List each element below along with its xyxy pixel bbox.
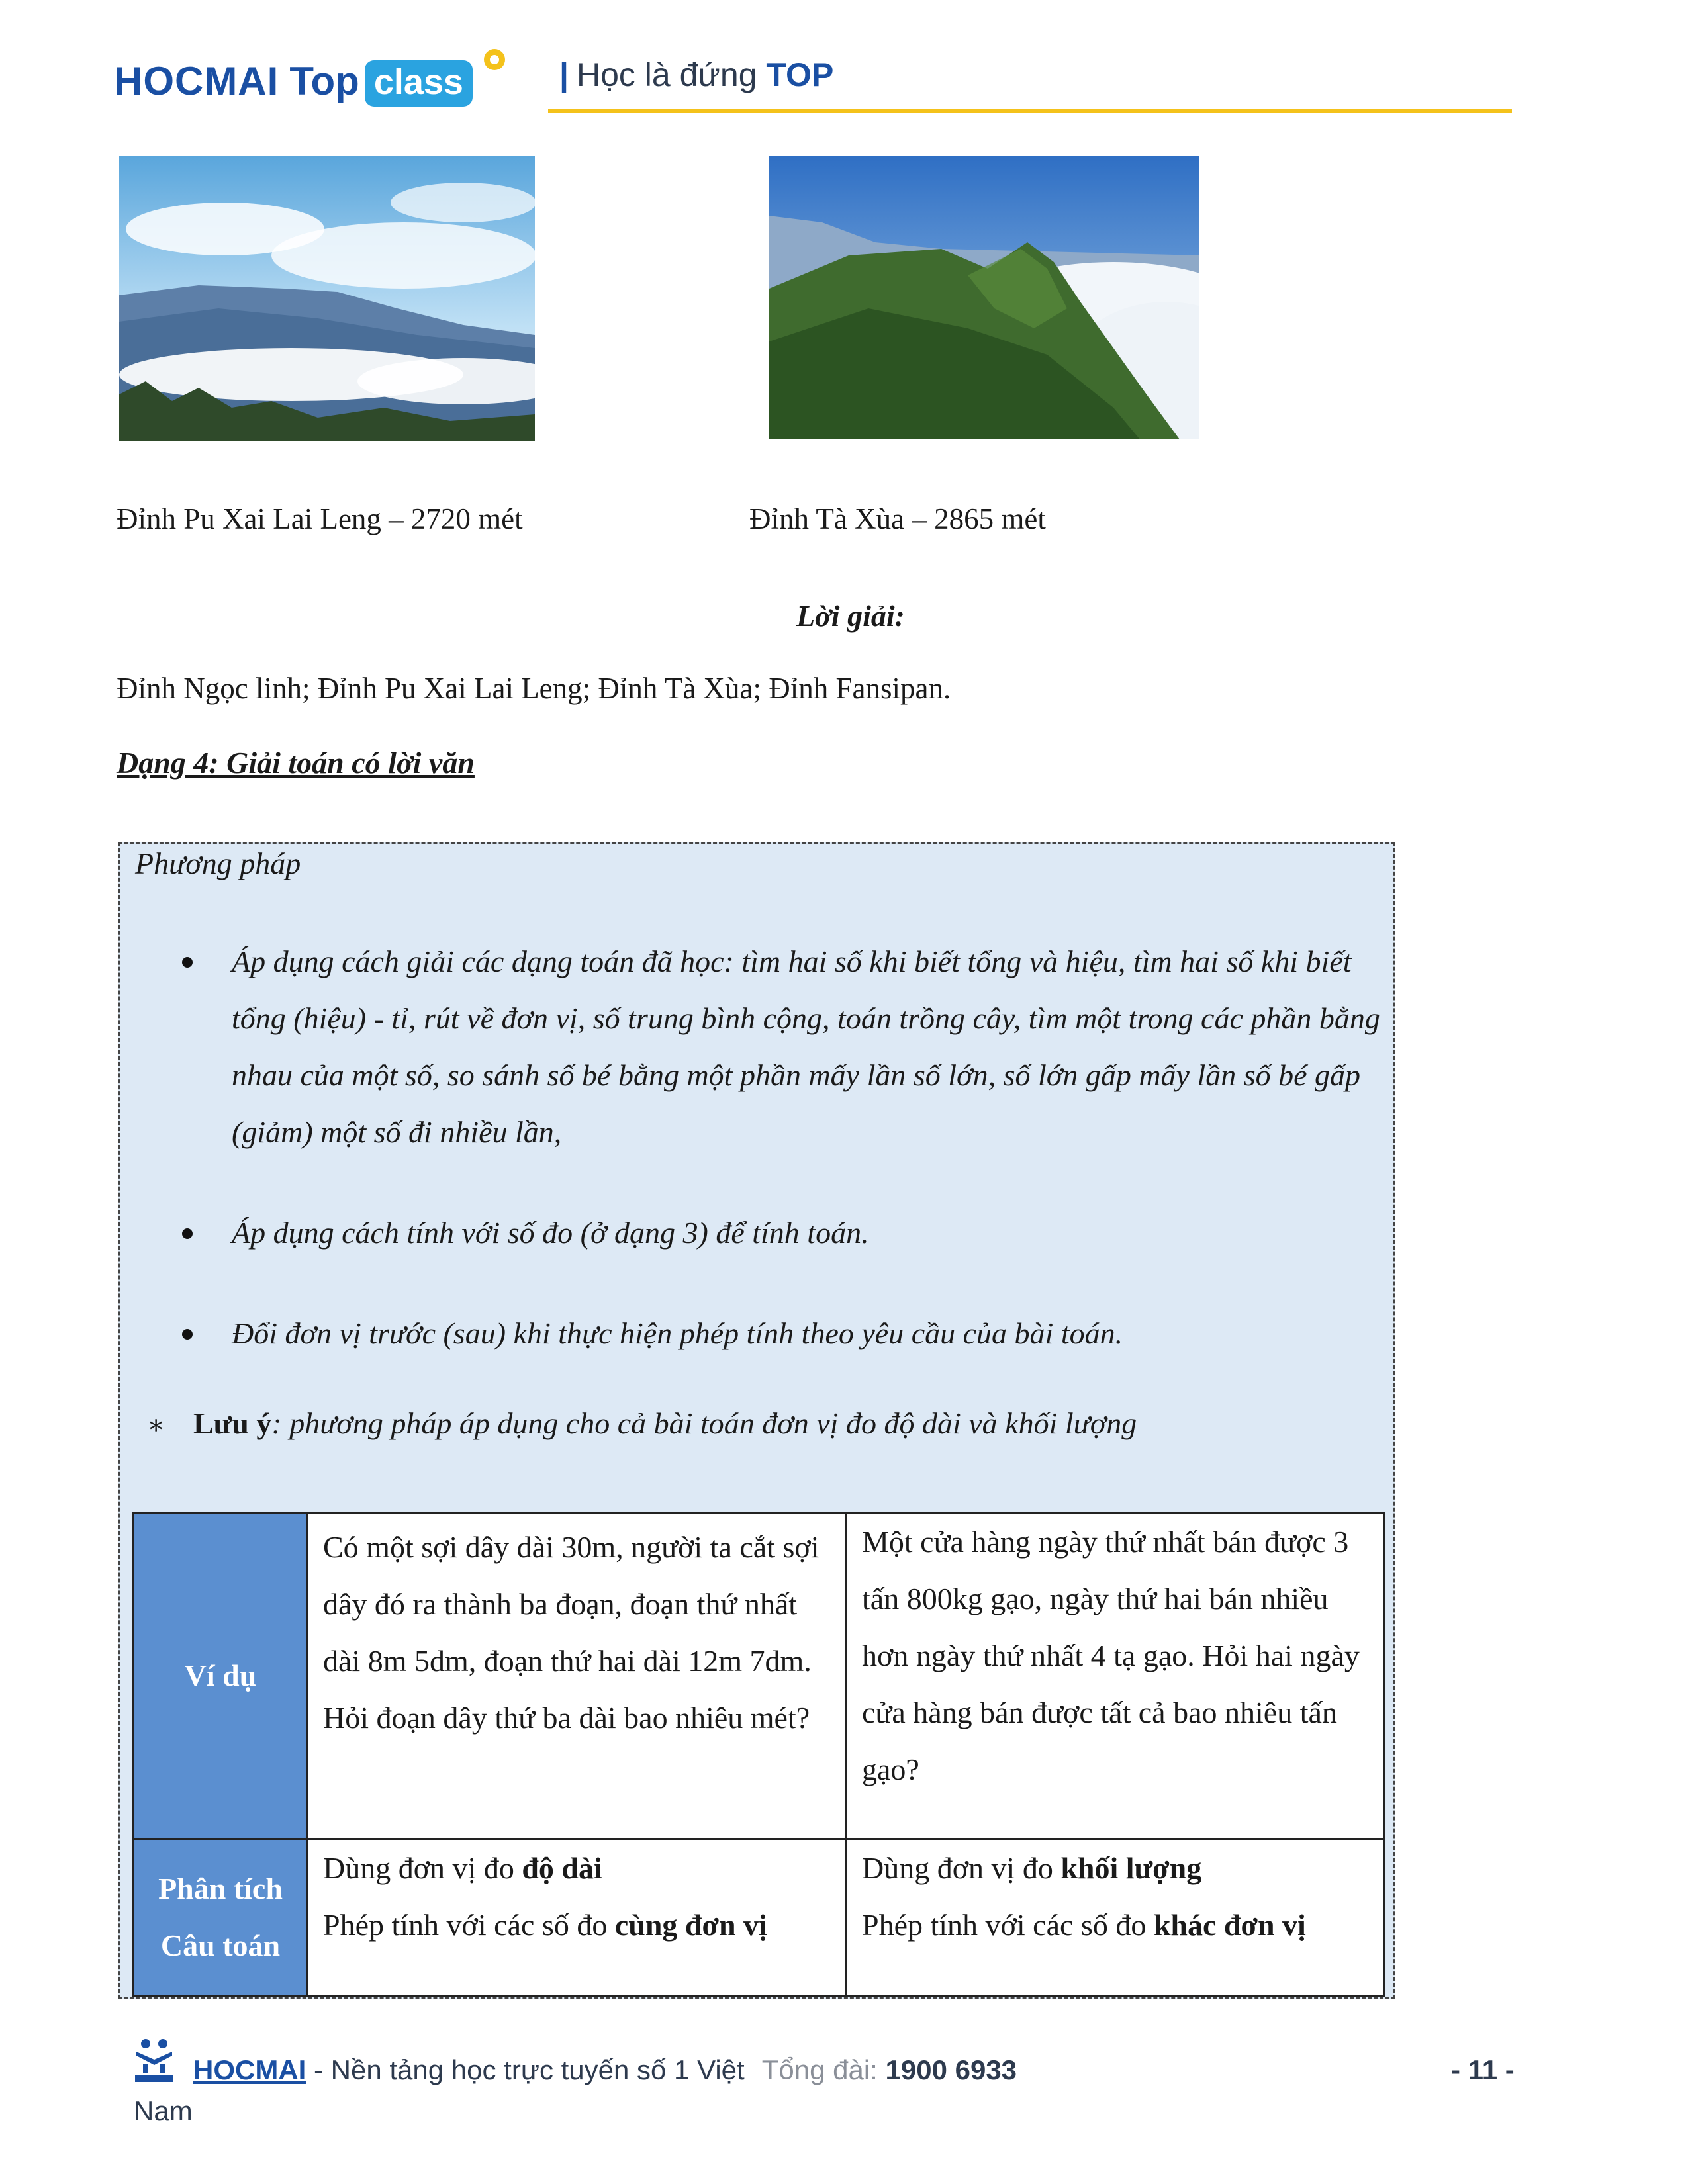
flower-icon	[481, 46, 508, 73]
table-row	[134, 1839, 1385, 1996]
example-table	[132, 1512, 1385, 1997]
solution-title: Lời giải:	[796, 599, 905, 633]
analysis-header-line1: Phân tích	[158, 1872, 283, 1905]
ta-xua-photo	[769, 156, 1199, 439]
table-cell-analysis-1	[308, 1839, 847, 1996]
slogan-text: Học là đứng	[577, 56, 757, 93]
hocmai-topclass-logo	[114, 54, 473, 107]
solution-body: Đỉnh Ngọc linh; Đỉnh Pu Xai Lai Leng; Đỉnh Tà Xùa; Đỉnh Fansipan.	[117, 672, 951, 705]
footer-brand-link[interactable]: HOCMAI	[193, 2054, 306, 2085]
table-cell-example-2	[847, 1513, 1385, 1839]
note-star-icon: ∗	[147, 1410, 165, 1439]
table-cell-example-1	[308, 1513, 847, 1839]
analysis-1-line1-bold: độ dài	[522, 1851, 602, 1885]
footer-nam: Nam	[134, 2095, 193, 2126]
analysis-1-line2-bold: cùng đơn vị	[614, 1908, 767, 1942]
bullet-dot	[182, 1228, 193, 1239]
slogan-bar: |	[559, 56, 569, 93]
method-bullet-3: Đổi đơn vị trước (sau) khi thực hiện phép tính theo yêu cầu của bài toán.	[232, 1316, 1123, 1350]
photo-caption-right: Đỉnh Tà Xùa – 2865 mét	[749, 502, 1046, 535]
analysis-2-line2-bold: khác đơn vị	[1153, 1908, 1306, 1942]
bullet-dot	[182, 957, 193, 968]
bullet-dot	[182, 1329, 193, 1340]
method-title: Phương pháp	[135, 846, 301, 880]
logo-class-text: class	[365, 60, 473, 107]
section-title: Dạng 4: Giải toán có lời văn	[117, 746, 475, 780]
analysis-1-line2: Phép tính với các số đo	[323, 1908, 615, 1942]
example-1-text: Có một sợi dây dài 30m, người ta cắt sợi dây đó ra thành ba đoạn, đoạn thứ nhất dài 8m 5dm, đoạn thứ hai dài 12m 7dm. Hỏi đoạn dây thứ ba dài bao nhiêu mét?	[323, 1530, 820, 1735]
solution-title-wrap	[0, 598, 1688, 633]
method-bullet-2: Áp dụng cách tính với số đo (ở dạng 3) để tính toán.	[232, 1216, 869, 1250]
table-row	[134, 1513, 1385, 1839]
footer-tagline: - Nền tảng học trực tuyến số 1 Việt	[306, 2054, 745, 2085]
slogan	[559, 56, 833, 94]
table-header-analysis	[134, 1839, 308, 1996]
analysis-2-line1: Dùng đơn vị đo	[862, 1851, 1061, 1885]
analysis-1-line1: Dùng đơn vị đo	[323, 1851, 522, 1885]
method-bullet-1: Áp dụng cách giải các dạng toán đã học: tìm hai số khi biết tổng và hiệu, tìm hai số khi biết tổng (hiệu) - tỉ, rút về đơn vị, số trung bình cộng, toán trồng cây, tìm một trong các phần bằng nhau của một số, so sánh số bé bằng một phần mấy lần số lớn, số lớn gấp mấy lần số bé gấp (giảm) một số đi nhiều lần,	[232, 944, 1380, 1149]
note	[147, 1406, 1137, 1441]
table-header-example	[134, 1513, 308, 1839]
slogan-top: TOP	[766, 56, 834, 93]
page-number: - 11 -	[1451, 2054, 1515, 2085]
header-underline	[548, 109, 1512, 113]
logo-top-text: Top	[289, 58, 359, 103]
note-text: : phương pháp áp dụng cho cả bài toán đơn vị đo độ dài và khối lượng	[271, 1406, 1137, 1440]
pu-xai-lai-leng-photo	[119, 156, 535, 441]
footer-hotline-label: Tổng đài:	[761, 2054, 878, 2085]
table-header-example-text: Ví dụ	[184, 1659, 257, 1692]
table-cell-analysis-2	[847, 1839, 1385, 1996]
footer-hotline: 1900 6933	[885, 2054, 1017, 2085]
analysis-header-line2: Câu toán	[160, 1929, 281, 1962]
photo-caption-left: Đỉnh Pu Xai Lai Leng – 2720 mét	[117, 502, 523, 535]
analysis-2-line1-bold: khối lượng	[1060, 1851, 1202, 1885]
example-2-text: Một cửa hàng ngày thứ nhất bán được 3 tấn 800kg gạo, ngày thứ hai bán nhiều hơn ngày thứ nhất 4 tạ gạo. Hỏi hai ngày cửa hàng bán được tất cả bao nhiêu tấn gạo?	[862, 1525, 1360, 1786]
logo-hocmai-text: HOCMAI	[114, 58, 279, 103]
analysis-2-line2: Phép tính với các số đo	[862, 1908, 1154, 1942]
footer-text	[134, 2054, 1017, 2086]
note-label: Lưu ý	[193, 1406, 272, 1440]
